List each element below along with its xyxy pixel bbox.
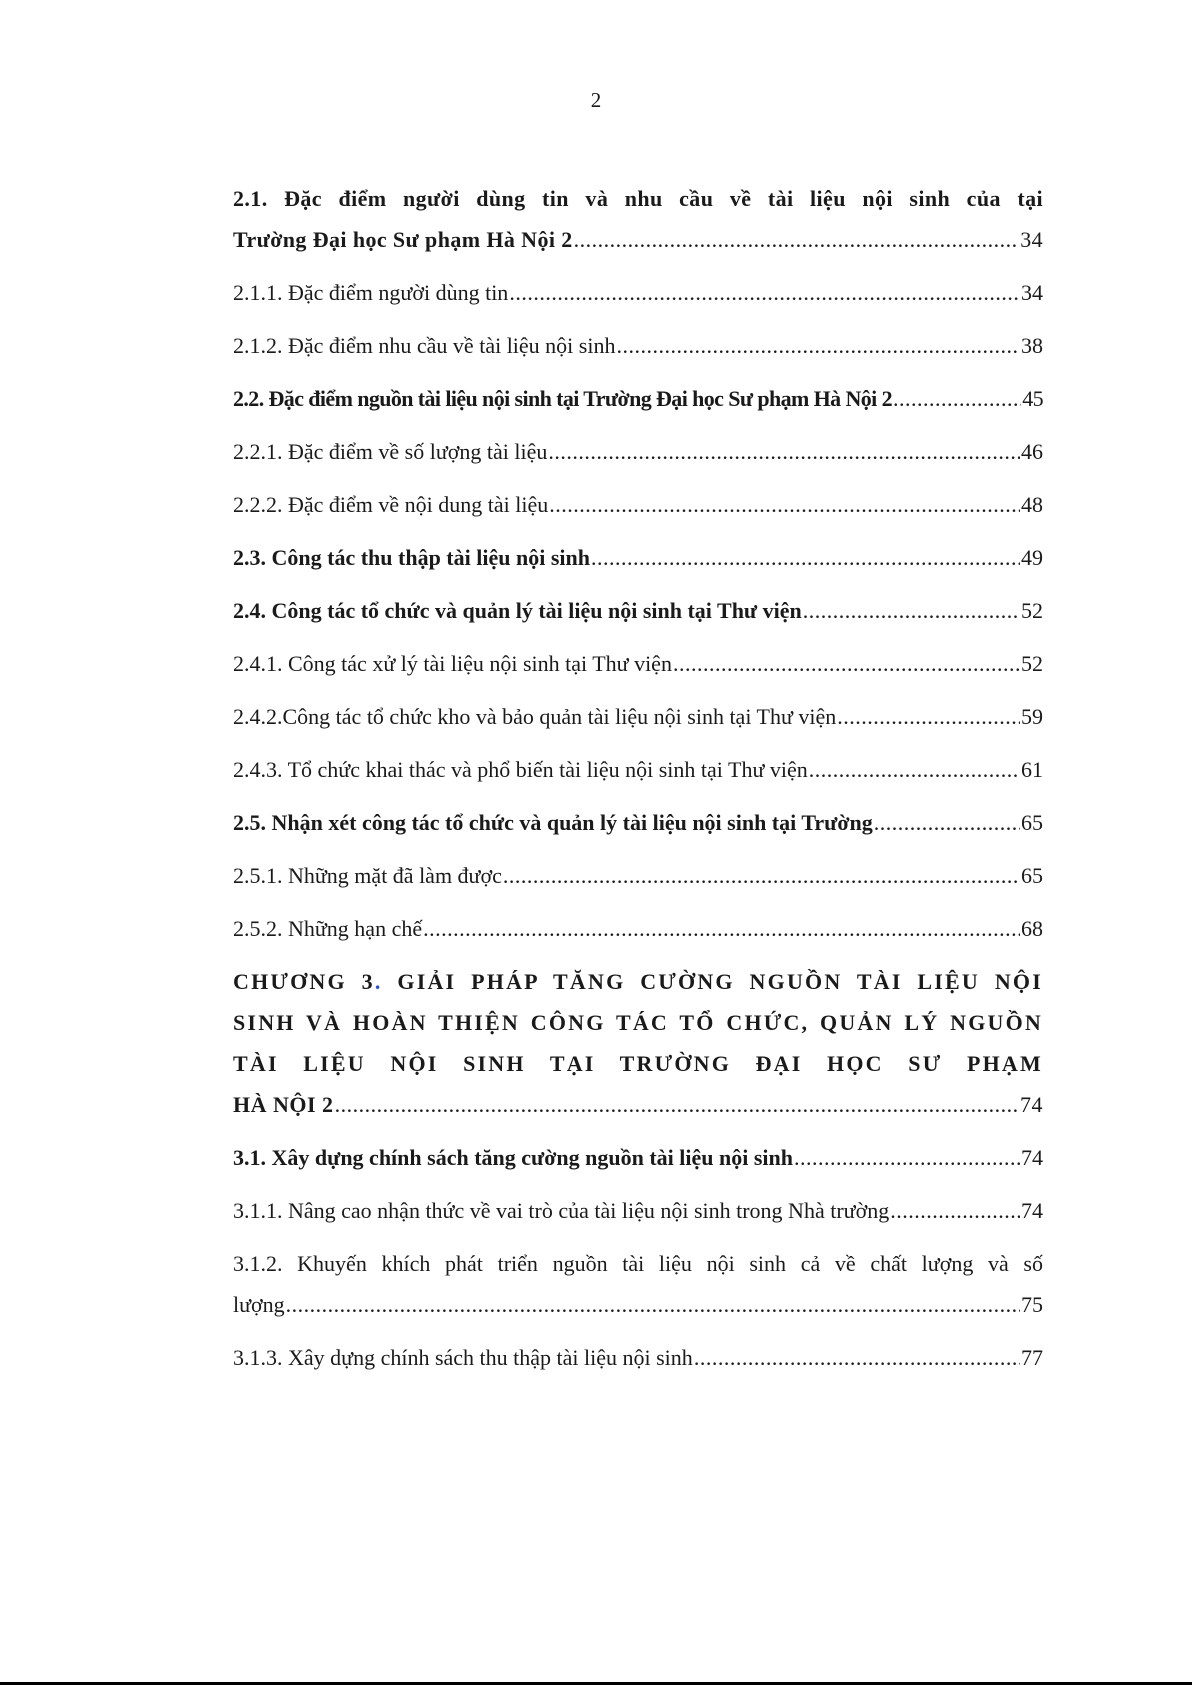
dot-leader xyxy=(503,855,1020,896)
dot-leader xyxy=(874,802,1020,843)
dot-leader xyxy=(809,749,1020,790)
toc-entry-2-4-2[interactable] xyxy=(233,696,1043,737)
toc-entry-2-5-2[interactable] xyxy=(233,908,1043,949)
toc-page-number: 65 xyxy=(1021,810,1043,835)
toc-entry-title: 2.5.1. Những mặt đã làm được xyxy=(233,863,502,888)
toc-entry-3-1[interactable] xyxy=(233,1137,1043,1178)
chapter-title-line3: TÀI LIỆU NỘI SINH TẠI TRƯỜNG ĐẠI HỌC SƯ PHẠM xyxy=(233,1051,1043,1076)
chapter-label: CHƯƠNG 3 xyxy=(233,969,375,994)
toc-entry-title: 2.2.1. Đặc điểm về số lượng tài liệu xyxy=(233,439,548,464)
chapter-title-line4: HÀ NỘI 2 xyxy=(233,1092,334,1117)
toc-entry-title: 2.4.1. Công tác xử lý tài liệu nội sinh tại Thư viện xyxy=(233,651,672,676)
toc-page-number: 34 xyxy=(1021,280,1043,305)
dot-leader xyxy=(591,537,1020,578)
toc-page-number: 34 xyxy=(1020,227,1043,252)
toc-entry-2-2[interactable] xyxy=(233,378,1043,419)
dot-leader xyxy=(549,484,1020,525)
dot-leader xyxy=(890,1190,1020,1231)
toc-entry-2-4-1[interactable] xyxy=(233,643,1043,684)
toc-entry-2-3[interactable] xyxy=(233,537,1043,578)
toc-page-number: 45 xyxy=(1022,386,1043,411)
toc-entry-title: 2.4.3. Tổ chức khai thác và phổ biến tài liệu nội sinh tại Thư viện xyxy=(233,757,808,782)
toc-entry-title-line2: lượng xyxy=(233,1292,285,1317)
toc-page-number: 59 xyxy=(1021,704,1043,729)
toc-entry-title: 3.1. Xây dựng chính sách tăng cường nguồn tài liệu nội sinh xyxy=(233,1145,794,1170)
dot-leader xyxy=(694,1337,1020,1378)
toc-entry-title: 2.2. Đặc điểm nguồn tài liệu nội sinh tại Trường Đại học Sư phạm Hà Nội 2 xyxy=(233,386,892,411)
dot-leader xyxy=(286,1284,1020,1325)
dot-leader xyxy=(803,590,1020,631)
toc-entry-title: 2.2.2. Đặc điểm về nội dung tài liệu xyxy=(233,492,549,517)
dot-leader xyxy=(616,325,1020,366)
toc-entry-3-1-3[interactable] xyxy=(233,1337,1043,1378)
toc-page-number: 52 xyxy=(1021,598,1043,623)
dot-leader xyxy=(574,219,1020,260)
toc-page-number: 38 xyxy=(1021,333,1043,358)
table-of-contents xyxy=(233,178,1043,1390)
toc-entry-2-1-1[interactable] xyxy=(233,272,1043,313)
toc-entry-title: 2.5.2. Những hạn chế xyxy=(233,916,423,941)
toc-entry-title-line2: Trường Đại học Sư phạm Hà Nội 2 xyxy=(233,227,573,252)
toc-page-number: 74 xyxy=(1020,1092,1043,1117)
toc-entry-title: 2.5. Nhận xét công tác tổ chức và quản lý tài liệu nội sinh tại Trường xyxy=(233,810,873,835)
toc-entry-2-5[interactable] xyxy=(233,802,1043,843)
toc-entry-2-2-1[interactable] xyxy=(233,431,1043,472)
chapter-title-line1 xyxy=(233,961,1043,1002)
toc-entry-title: 2.4. Công tác tổ chức và quản lý tài liệu nội sinh tại Thư viện xyxy=(233,598,802,623)
toc-entry-title: 2.1.1. Đặc điểm người dùng tin xyxy=(233,280,509,305)
dot-leader xyxy=(423,908,1020,949)
toc-page-number: 46 xyxy=(1021,439,1043,464)
toc-entry-chapter-3[interactable] xyxy=(233,961,1043,1125)
chapter-title-line2: SINH VÀ HOÀN THIỆN CÔNG TÁC TỔ CHỨC, QUẢN LÝ NGUỒN xyxy=(233,1010,1043,1035)
toc-page-number: 75 xyxy=(1021,1292,1043,1317)
toc-entry-title-line1: 2.1. Đặc điểm người dùng tin và nhu cầu về tài liệu nội sinh của tại xyxy=(233,186,1043,211)
toc-page-number: 61 xyxy=(1021,757,1043,782)
toc-page-number: 65 xyxy=(1021,863,1043,888)
toc-entry-title: 3.1.1. Nâng cao nhận thức về vai trò của tài liệu nội sinh trong Nhà trường xyxy=(233,1198,890,1223)
toc-page-number: 48 xyxy=(1021,492,1043,517)
toc-entry-title-line1: 3.1.2. Khuyến khích phát triển nguồn tài liệu nội sinh cả về chất lượng và số xyxy=(233,1251,1043,1276)
toc-page-number: 68 xyxy=(1021,916,1043,941)
toc-entry-3-1-2[interactable] xyxy=(233,1243,1043,1325)
dot-leader xyxy=(548,431,1020,472)
toc-entry-2-1[interactable] xyxy=(233,178,1043,260)
toc-entry-3-1-1[interactable] xyxy=(233,1190,1043,1231)
chapter-title-line1-text: GIẢI PHÁP TĂNG CƯỜNG NGUỒN TÀI LIỆU NỘI xyxy=(382,969,1043,994)
toc-entry-2-1-2[interactable] xyxy=(233,325,1043,366)
toc-entry-2-4-3[interactable] xyxy=(233,749,1043,790)
toc-page-number: 74 xyxy=(1021,1145,1043,1170)
toc-entry-2-2-2[interactable] xyxy=(233,484,1043,525)
toc-page-number: 49 xyxy=(1021,545,1043,570)
toc-entry-2-5-1[interactable] xyxy=(233,855,1043,896)
toc-entry-title: 3.1.3. Xây dựng chính sách thu thập tài liệu nội sinh xyxy=(233,1345,693,1370)
dot-leader xyxy=(335,1084,1019,1125)
toc-page-number: 77 xyxy=(1021,1345,1043,1370)
toc-entry-2-4[interactable] xyxy=(233,590,1043,631)
toc-page-number: 52 xyxy=(1021,651,1043,676)
page-number: 2 xyxy=(590,88,602,112)
toc-entry-title: 2.4.2.Công tác tổ chức kho và bảo quản tài liệu nội sinh tại Thư viện xyxy=(233,704,837,729)
dot-leader xyxy=(794,1137,1020,1178)
chapter-label-dot: . xyxy=(374,969,383,994)
dot-leader xyxy=(673,643,1020,684)
toc-entry-title: 2.1.2. Đặc điểm nhu cầu về tài liệu nội sinh xyxy=(233,333,616,358)
toc-entry-title: 2.3. Công tác thu thập tài liệu nội sinh xyxy=(233,545,590,570)
dot-leader xyxy=(893,378,1021,419)
dot-leader xyxy=(509,272,1020,313)
dot-leader xyxy=(837,696,1020,737)
toc-page-number: 74 xyxy=(1021,1198,1043,1223)
